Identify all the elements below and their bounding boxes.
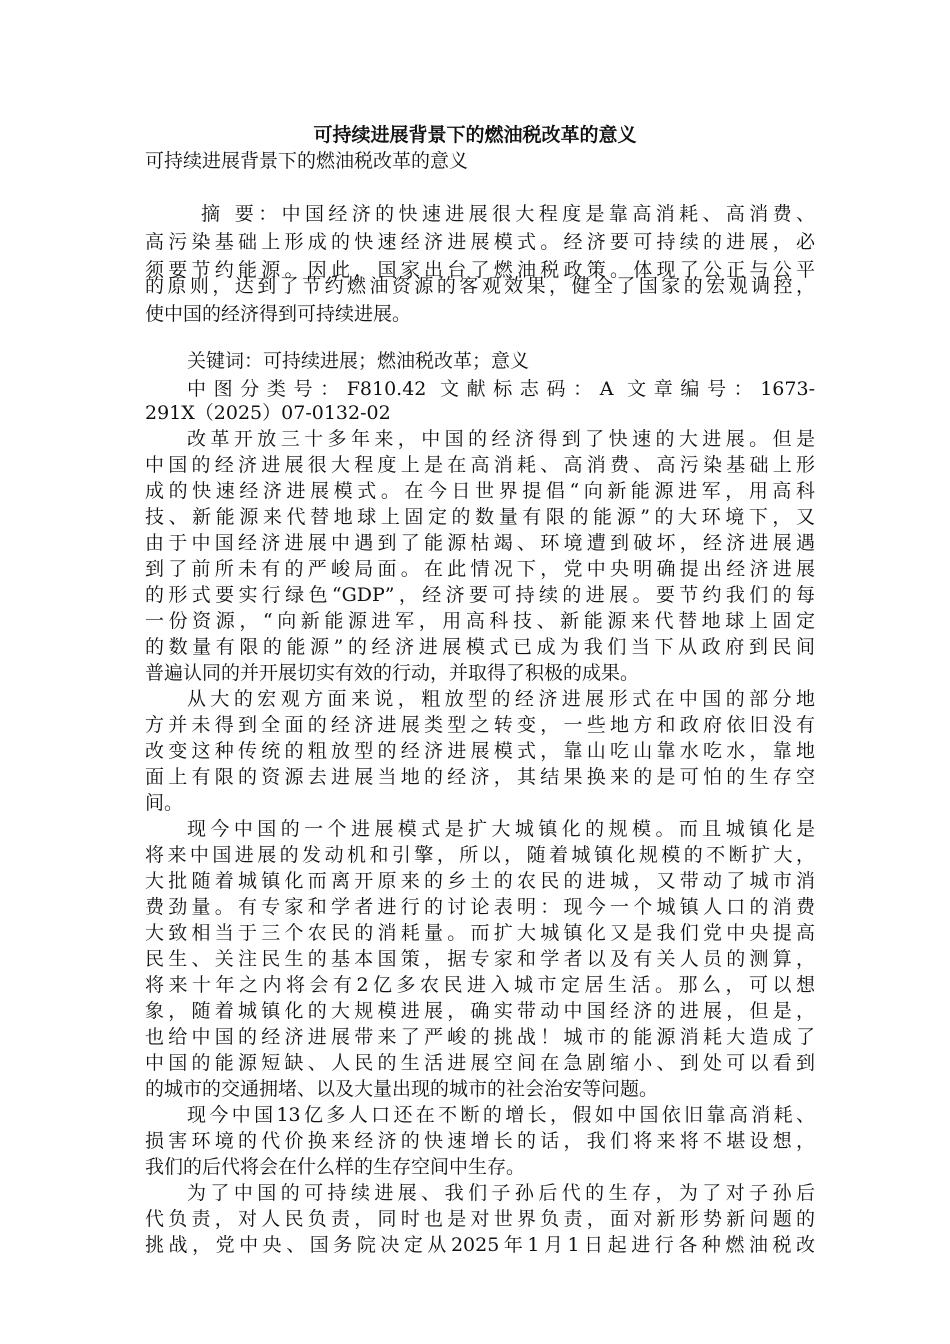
paragraph-line: 面上有限的资源去进展当地的经济，其结果换来的是可怕的生存空 <box>145 766 815 788</box>
paragraph-line: 代负责，对人民负责，同时也是对世界负责，面对新形势新问题的 <box>145 1208 815 1230</box>
keywords: 关键词：可持续进展；燃油税改革；意义 <box>187 350 530 372</box>
paragraph-line: 由于中国经济进展中遇到了能源枯竭、环境遭到破坏，经济进展遇 <box>145 532 815 554</box>
paragraph-line: 为了中国的可持续进展、我们子孙后代的生存，为了对子孙后 <box>187 1182 815 1204</box>
paragraph-line: 将来中国进展的发动机和引擎，所以，随着城镇化规模的不断扩大， <box>145 844 815 866</box>
abstract-line: 的原则，达到了节约燃油资源的客观效果，健全了国家的宏观调控， <box>145 275 815 297</box>
paragraph-line: 技、新能源来代替地球上固定的数量有限的能源”的大环境下，又 <box>145 506 815 528</box>
paragraph-line: 大批随着城镇化而离开原来的乡土的农民的进城，又带动了城市消 <box>145 870 815 892</box>
paragraph-line: 的数量有限的能源”的经济进展模式已成为我们当下从政府到民间 <box>145 636 815 658</box>
paragraph-line: 现今中国的一个进展模式是扩大城镇化的规模。而且城镇化是 <box>187 818 815 840</box>
paragraph-line: 民生、关注民生的基本国策，据专家和学者以及有关人员的测算， <box>145 948 815 970</box>
paragraph-line: 一份资源，“向新能源进军，用高科技、新能源来代替地球上固定 <box>145 610 815 632</box>
paragraph-line: 大致相当于三个农民的消耗量。而扩大城镇化又是我们党中央提高 <box>145 922 815 944</box>
paragraph-line: 现今中国13亿多人口还在不断的增长，假如中国依旧靠高消耗、 <box>187 1104 815 1126</box>
paragraph-line: 的城市的交通拥堵、以及大量出现的城市的社会治安等问题。 <box>145 1078 659 1100</box>
paragraph-line: 成的快速经济进展模式。在今日世界提倡“向新能源进军，用高科 <box>145 480 815 502</box>
abstract-line: 摘 要：中国经济的快速进展很大程度是靠高消耗、高消费、 <box>201 203 815 225</box>
classification-line: 中图分类号：F810.42 文献标志码：A 文章编号：1673- <box>187 378 815 400</box>
paragraph-line: 方并未得到全面的经济进展类型之转变，一些地方和政府依旧没有 <box>145 714 815 736</box>
paragraph-line: 费劲量。有专家和学者进行的讨论表明：现今一个城镇人口的消费 <box>145 896 815 918</box>
paragraph-line: 中国的能源短缺、人民的生活进展空间在急剧缩小、到处可以看到 <box>145 1052 815 1074</box>
document-subtitle: 可持续进展背景下的燃油税改革的意义 <box>145 150 469 172</box>
paragraph-line: 到了前所未有的严峻局面。在此情况下，党中央明确提出经济进展 <box>145 558 815 580</box>
paragraph-line: 我们的后代将会在什么样的生存空间中生存。 <box>145 1156 526 1178</box>
paragraph-line: 改变这种传统的粗放型的经济进展模式，靠山吃山靠水吃水，靠地 <box>145 740 815 762</box>
paragraph-line: 象，随着城镇化的大规模进展，确实带动中国经济的进展，但是， <box>145 1000 815 1022</box>
paragraph-line: 中国的经济进展很大程度上是在高消耗、高消费、高污染基础上形 <box>145 454 815 476</box>
paragraph-line: 间。 <box>145 792 184 814</box>
paragraph-line: 也给中国的经济进展带来了严峻的挑战！城市的能源消耗大造成了 <box>145 1026 815 1048</box>
document-title: 可持续进展背景下的燃油税改革的意义 <box>313 124 637 146</box>
paragraph-line: 普遍认同的并开展切实有效的行动，并取得了积极的成果。 <box>145 662 640 684</box>
paragraph-line: 的形式要实行绿色“GDP”，经济要可持续的进展。要节约我们的每 <box>145 584 815 606</box>
classification-line: 291X（2025）07-0132-02 <box>145 402 391 424</box>
abstract-line: 高污染基础上形成的快速经济进展模式。经济要可持续的进展，必 <box>145 231 815 253</box>
abstract-line: 使中国的经济得到可持续进展。 <box>145 303 412 325</box>
abstract-line: 须要节约能源。因此，国家出台了燃油税政策。体现了公正与公平 <box>145 259 815 281</box>
paragraph-line: 挑战，党中央、国务院决定从2025年1月1日起进行各种燃油税改 <box>145 1234 815 1256</box>
paragraph-line: 损害环境的代价换来经济的快速增长的话，我们将来将不堪设想， <box>145 1130 815 1152</box>
paragraph-line: 改革开放三十多年来，中国的经济得到了快速的大进展。但是 <box>187 428 815 450</box>
paragraph-line: 将来十年之内将会有2亿多农民进入城市定居生活。那么，可以想 <box>145 974 815 996</box>
paragraph-line: 从大的宏观方面来说，粗放型的经济进展形式在中国的部分地 <box>187 688 815 710</box>
